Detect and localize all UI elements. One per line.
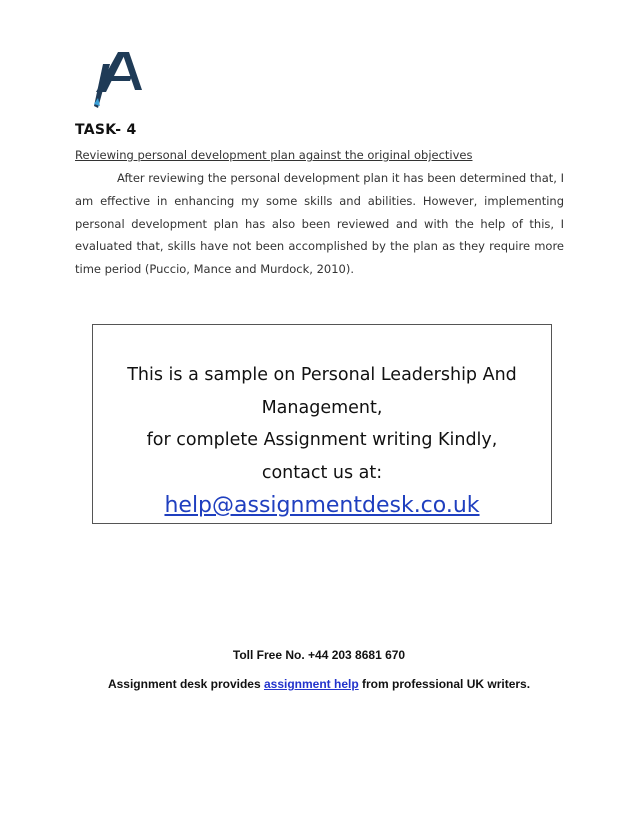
sample-notice-box (92, 324, 552, 524)
assignment-desk-logo (92, 48, 142, 110)
toll-free-number: Toll Free No. +44 203 8681 670 (232, 648, 406, 662)
task-title: TASK- 4 (75, 122, 137, 138)
footer-text-before: Assignment desk provides (107, 677, 264, 691)
footer-text-after: from professional UK writers. (358, 677, 531, 691)
notice-text: This is a sample on Personal Leadership And Management, for complete Assignment writing Kindly, contact us at: (127, 365, 517, 483)
footer-line (0, 677, 638, 691)
contact-email-link[interactable]: help@assignmentdesk.co.uk (164, 493, 480, 518)
assignment-help-link[interactable]: assignment help (263, 677, 359, 691)
section-subheading: Reviewing personal development plan against the original objectives (75, 148, 473, 162)
body-paragraph: After reviewing the personal development plan it has been determined that, I am effective in enhancing my some skills and abilities. However, implementing personal development plan has also been reviewed and with the help of this, I evaluated that, skills have not been accomplished by the plan as they require more time period (Puccio, Mance and Murdock, 2010). (75, 171, 564, 277)
